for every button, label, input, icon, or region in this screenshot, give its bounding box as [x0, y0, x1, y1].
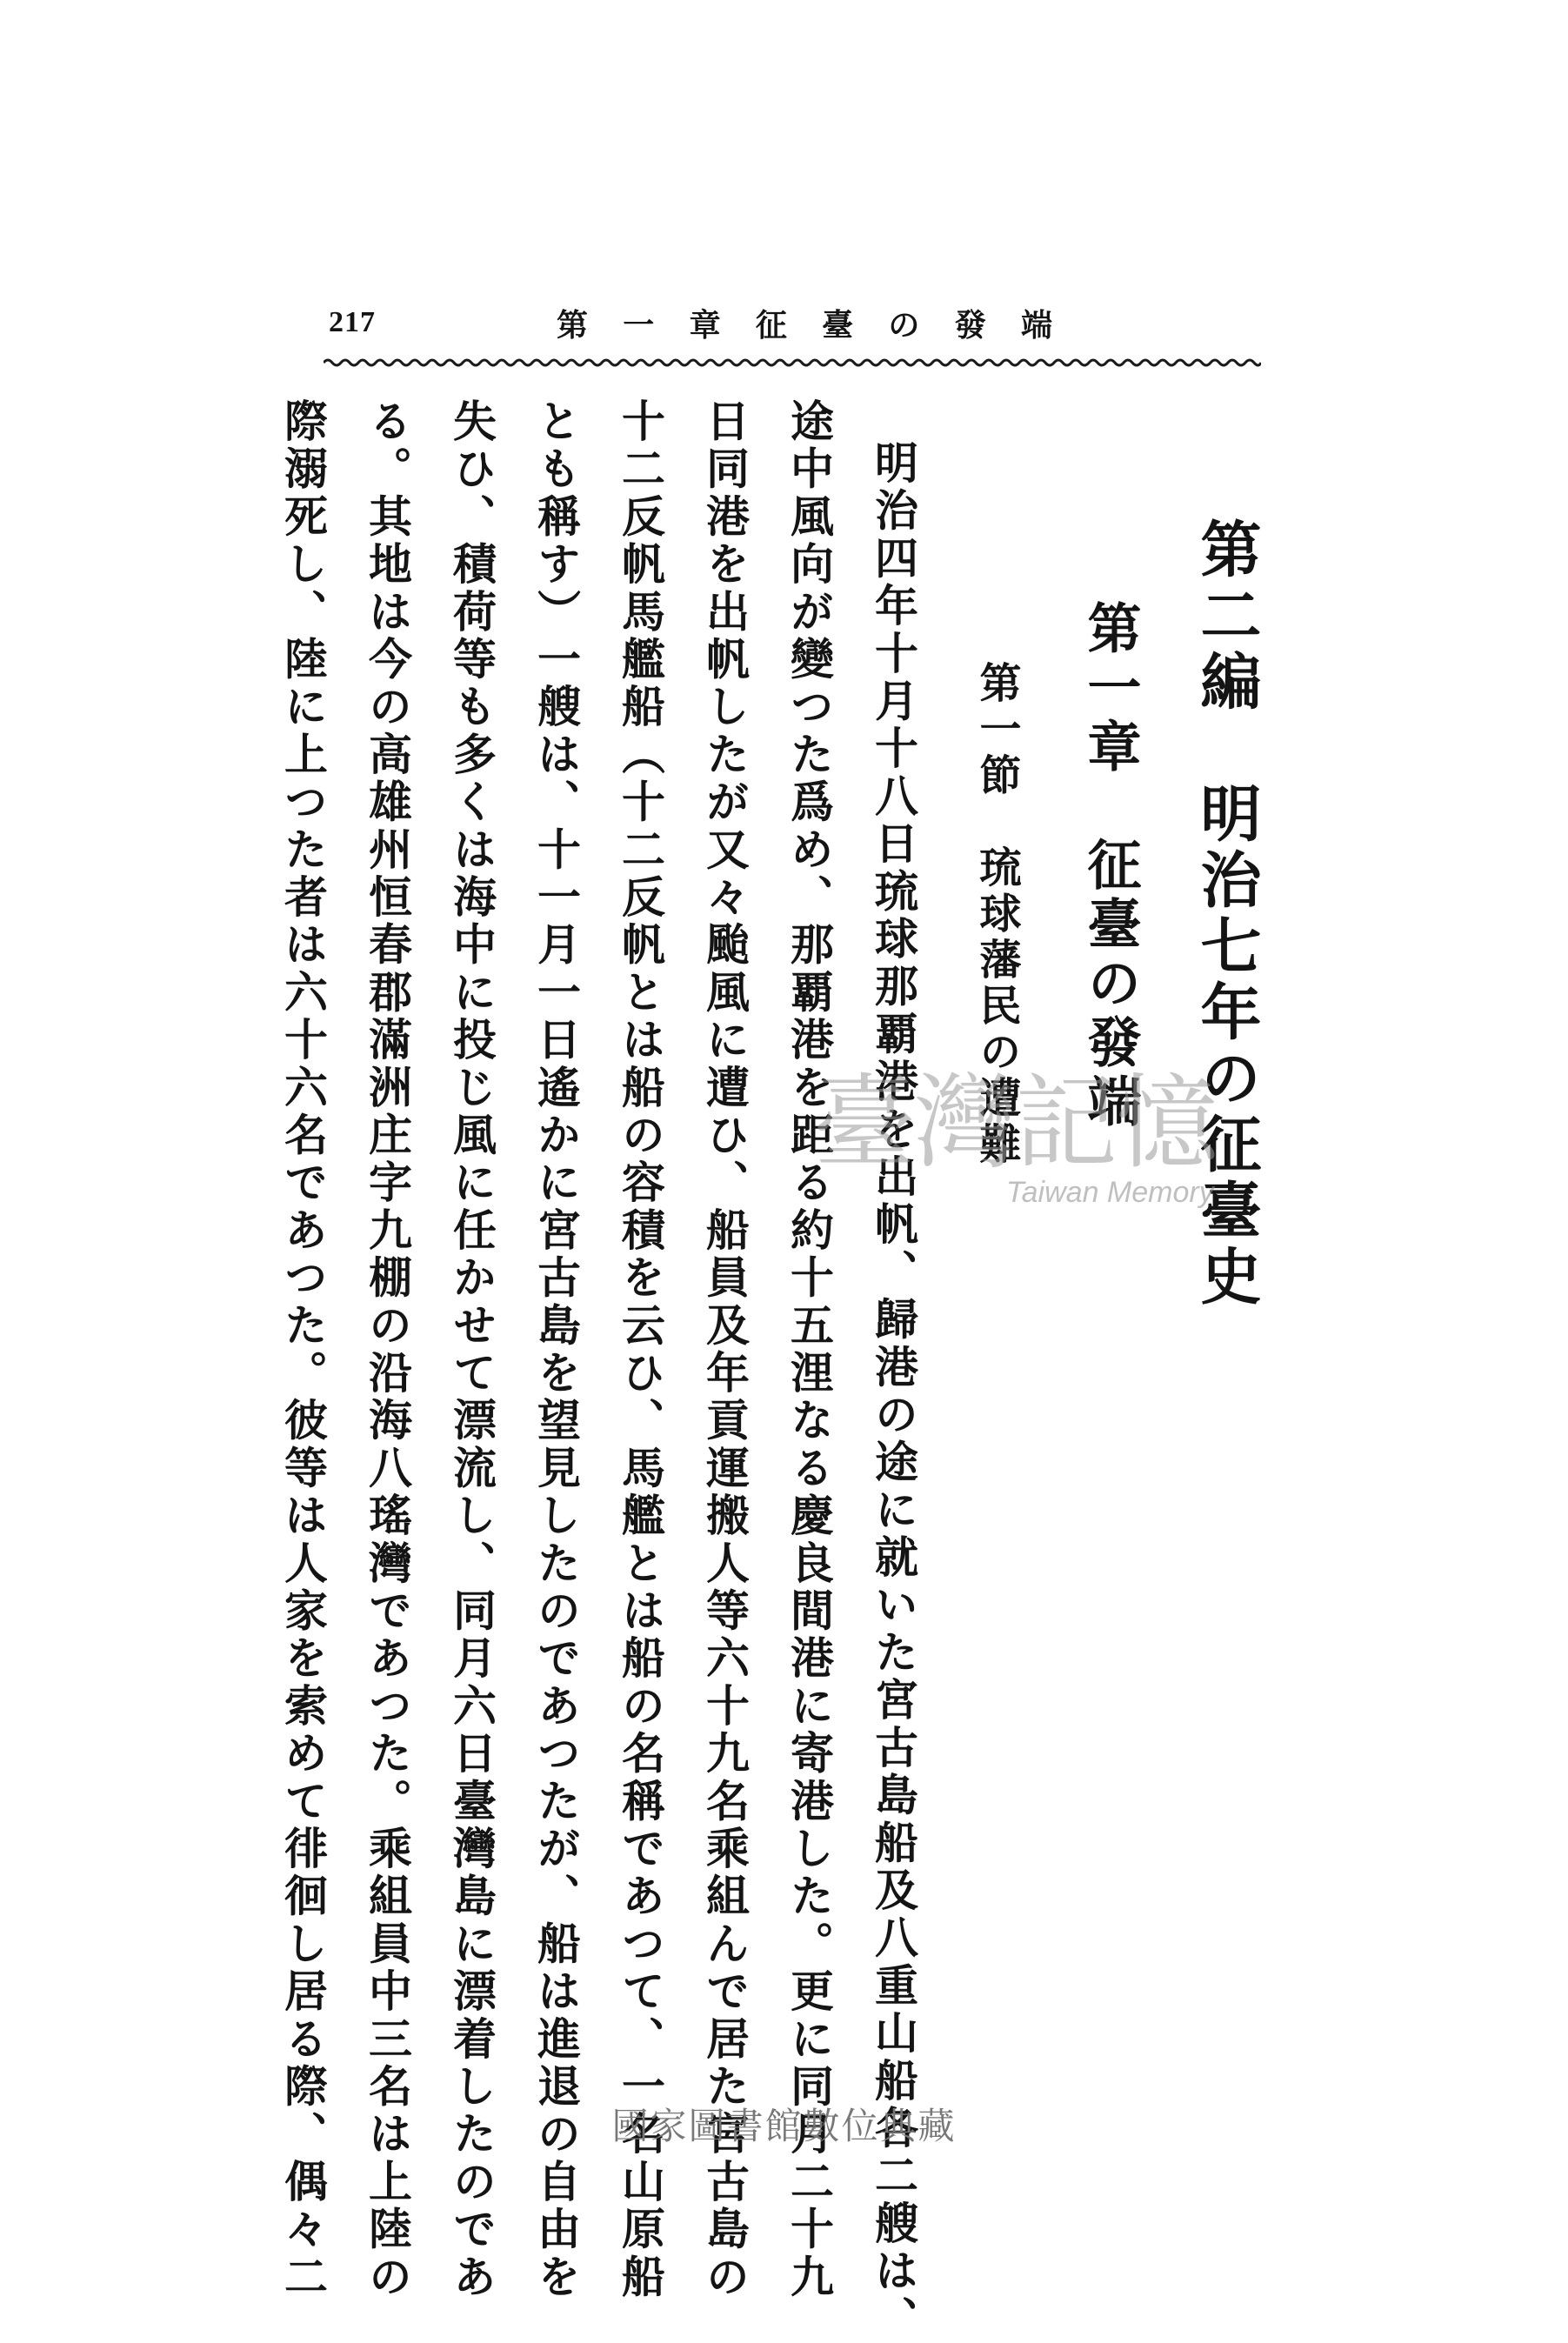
running-head-char: 第 [557, 307, 589, 344]
running-head-char: 章 [689, 307, 721, 344]
body-line: 途中風向が變つた爲め、那覇港を距る約十五浬なる慶良間港に寄港した。更に同月二十九 [784, 398, 835, 2301]
body-line: 失ひ、積荷等も多くは海中に投じ風に任かせて漂流し、同月六日臺灣島に漂着したのであ [446, 398, 497, 2301]
archive-footer: 國家圖書館數位典藏 [611, 2105, 957, 2147]
watermark-logo-latin: Taiwan Memory [1006, 1176, 1214, 1209]
section-title: 第一節 琉球藩民の遭難 [972, 661, 1021, 1168]
body-line: とも稱す）一艘は、十一月一日遙かに宮古島を望見したのであつたが、船は進退の自由を [530, 398, 582, 2301]
taiwan-memory-watermark [813, 1063, 1239, 1219]
running-head-char: 一 [623, 307, 655, 344]
body-line: 際溺死し、陸に上つた者は六十六名であつた。彼等は人家を索めて徘徊し居る際、偶々二 [277, 398, 329, 2301]
body-line: る。其地は今の高雄州恒春郡滿洲庄字九棚の沿海八瑤灣であつた。乘組員中三名は上陸の [362, 398, 413, 2301]
running-head [557, 301, 1052, 344]
page-number: 217 [329, 306, 376, 338]
wavy-rule [324, 357, 1261, 369]
running-head-char: 征 [755, 307, 787, 344]
running-head-char: 端 [1020, 307, 1052, 344]
body-line: 明治四年十月十八日琉球那覇港を出帆、歸港の途に就いた宮古島船及八重山船各二艘は、 [868, 440, 919, 2343]
part-title: 第二編 明治七年の征臺史 [1191, 517, 1263, 1311]
wavy-rule-line [324, 360, 1261, 365]
body-line: 日同港を出帆したが又々颱風に遭ひ、船員及年貢運搬人等六十九名乘組んで居た宮古島の [699, 398, 751, 2301]
body-line: 十二反帆馬艦船（十二反帆とは船の容積を云ひ、馬艦とは船の名稱であつて、一名山原船 [615, 398, 666, 2301]
watermark-logo-glyphs: 臺灣記憶 [813, 1063, 1218, 1183]
running-head-char: 臺 [822, 307, 854, 344]
chapter-title: 第一章 征臺の發端 [1078, 600, 1142, 1132]
running-head-char: の [888, 307, 920, 344]
running-head-char: 發 [954, 307, 986, 344]
